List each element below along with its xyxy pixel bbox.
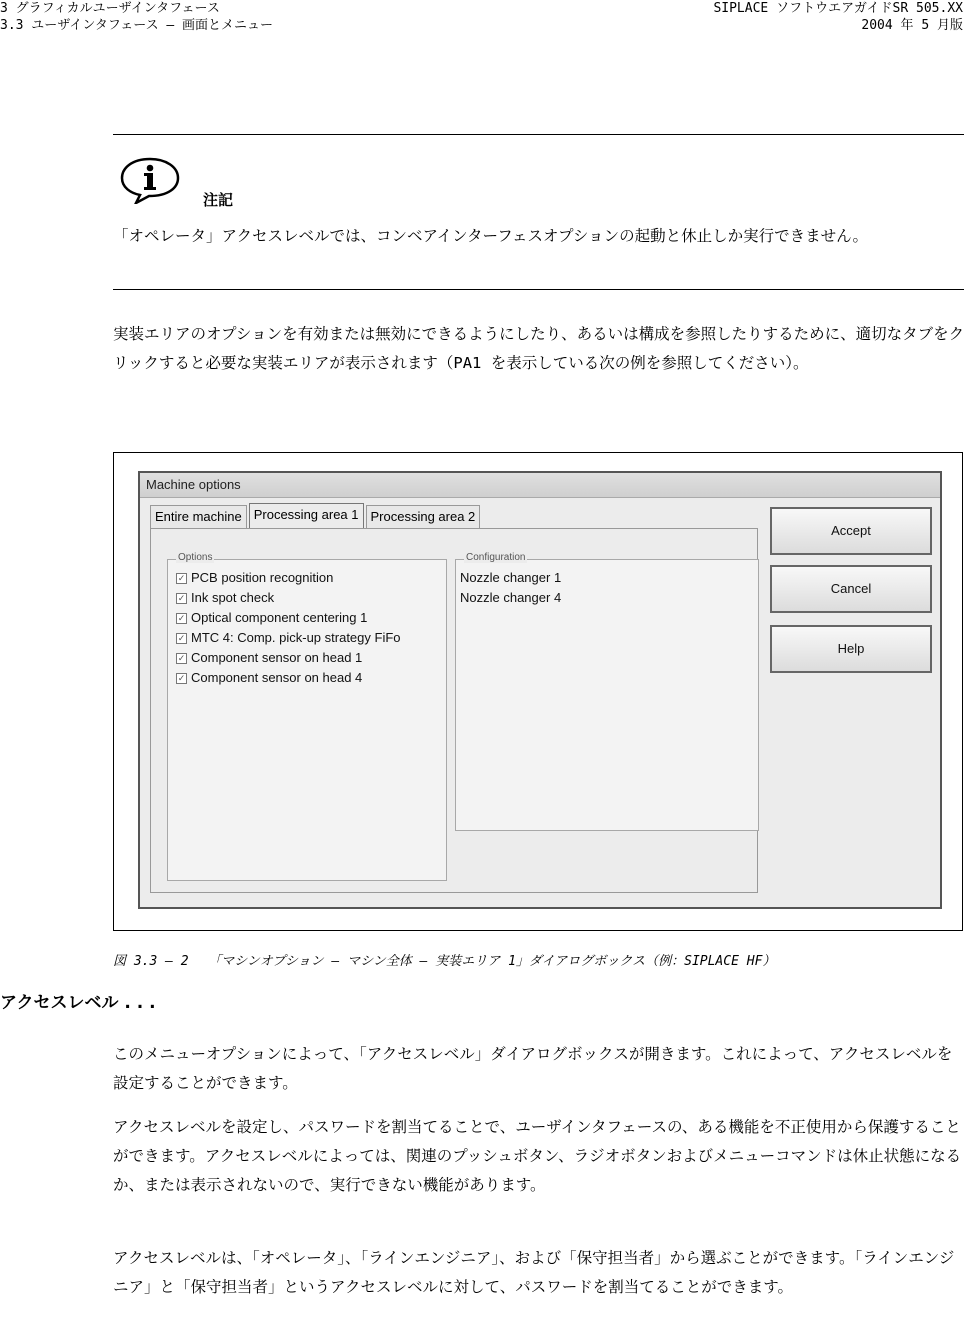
- machine-options-dialog: [138, 471, 942, 909]
- help-button[interactable]: Help: [770, 625, 932, 673]
- option-checkbox[interactable]: [176, 670, 362, 685]
- access-paragraph-1: このメニューオプションによって、「アクセスレベル」ダイアログボックスが開きます。これによって、アクセスレベルを設定することができます。: [113, 1045, 953, 1092]
- configuration-item: Nozzle changer 4: [460, 590, 562, 605]
- checkbox-checked-icon: ✓: [177, 673, 186, 683]
- note-title: 注記: [203, 191, 234, 209]
- header-date: 2004 年 5 月版: [861, 18, 963, 33]
- accept-button[interactable]: Accept: [770, 507, 932, 555]
- tab-panel: [150, 528, 758, 893]
- note-bottom-rule: [113, 289, 964, 290]
- option-label: Component sensor on head 1: [191, 650, 363, 665]
- option-label: Optical component centering 1: [191, 610, 368, 625]
- dialog-title: Machine options: [140, 473, 940, 498]
- header-guide: SIPLACE ソフトウエアガイドSR 505.XX: [713, 1, 963, 16]
- intro-paragraph: 実装エリアのオプションを有効または無効にできるようにしたり、あるいは構成を参照したりするために、適切なタブをクリックすると必要な実装エリアが表示されます（PA1 を表示している次の例を参照してください）。: [113, 325, 965, 372]
- checkbox-checked-icon: ✓: [177, 613, 186, 623]
- option-label: MTC 4: Comp. pick-up strategy FiFo: [191, 630, 401, 645]
- options-group-label: Options: [178, 552, 213, 563]
- option-label: Ink spot check: [191, 590, 275, 605]
- configuration-item: Nozzle changer 1: [460, 570, 562, 585]
- note-top-rule: [113, 134, 964, 135]
- option-checkbox[interactable]: [176, 630, 401, 645]
- access-paragraph-3: アクセスレベルは、「オペレータ」、「ラインエンジニア」、および「保守担当者」から選ぶことができます。「ラインエンジニア」と「保守担当者」というアクセスレベルに対して、パスワードを割当てることができます。: [113, 1249, 955, 1296]
- checkbox-checked-icon: ✓: [177, 573, 186, 583]
- tab-bar: [150, 505, 482, 529]
- option-checkbox[interactable]: [176, 610, 367, 625]
- cancel-button[interactable]: Cancel: [770, 565, 932, 613]
- section-heading: アクセスレベル . . .: [0, 993, 156, 1013]
- option-checkbox[interactable]: [176, 590, 274, 605]
- figure-frame: [113, 452, 963, 931]
- checkbox-checked-icon: ✓: [177, 593, 186, 603]
- note-text: 「オペレータ」アクセスレベルでは、コンベアインターフェスオプションの起動と休止しか実行できません。: [113, 227, 869, 245]
- configuration-group-label: Configuration: [466, 552, 526, 563]
- header-chapter: 3 グラフィカルユーザインタフェース: [0, 1, 220, 16]
- tab-processing-area-2[interactable]: Processing area 2: [366, 505, 481, 529]
- access-paragraph-2: アクセスレベルを設定し、パスワードを割当てることで、ユーザインタフェースの、ある機能を不正使用から保護することができます。アクセスレベルによっては、関連のプッシュボタン、ラジオボタンおよびメニューコマンドは休止状態になるか、または表示されないので、実行できない機能があります。: [113, 1118, 962, 1194]
- checkbox-checked-icon: ✓: [177, 653, 186, 663]
- options-group: [167, 552, 447, 881]
- checkbox-checked-icon: ✓: [177, 633, 186, 643]
- option-checkbox[interactable]: [176, 650, 362, 665]
- tab-entire-machine[interactable]: Entire machine: [150, 505, 247, 529]
- tab-processing-area-1[interactable]: Processing area 1: [249, 503, 364, 529]
- info-icon: [118, 156, 182, 204]
- option-checkbox[interactable]: [176, 570, 333, 585]
- figure-caption: 図 3.3 – 2 「マシンオプション – マシン全体 – 実装エリア 1」ダイアログボックス（例：SIPLACE HF）: [113, 954, 776, 969]
- option-label: PCB position recognition: [191, 570, 334, 585]
- configuration-group: [455, 552, 759, 831]
- option-label: Component sensor on head 4: [191, 670, 363, 685]
- header-section: 3.3 ユーザインタフェース – 画面とメニュー: [0, 18, 274, 33]
